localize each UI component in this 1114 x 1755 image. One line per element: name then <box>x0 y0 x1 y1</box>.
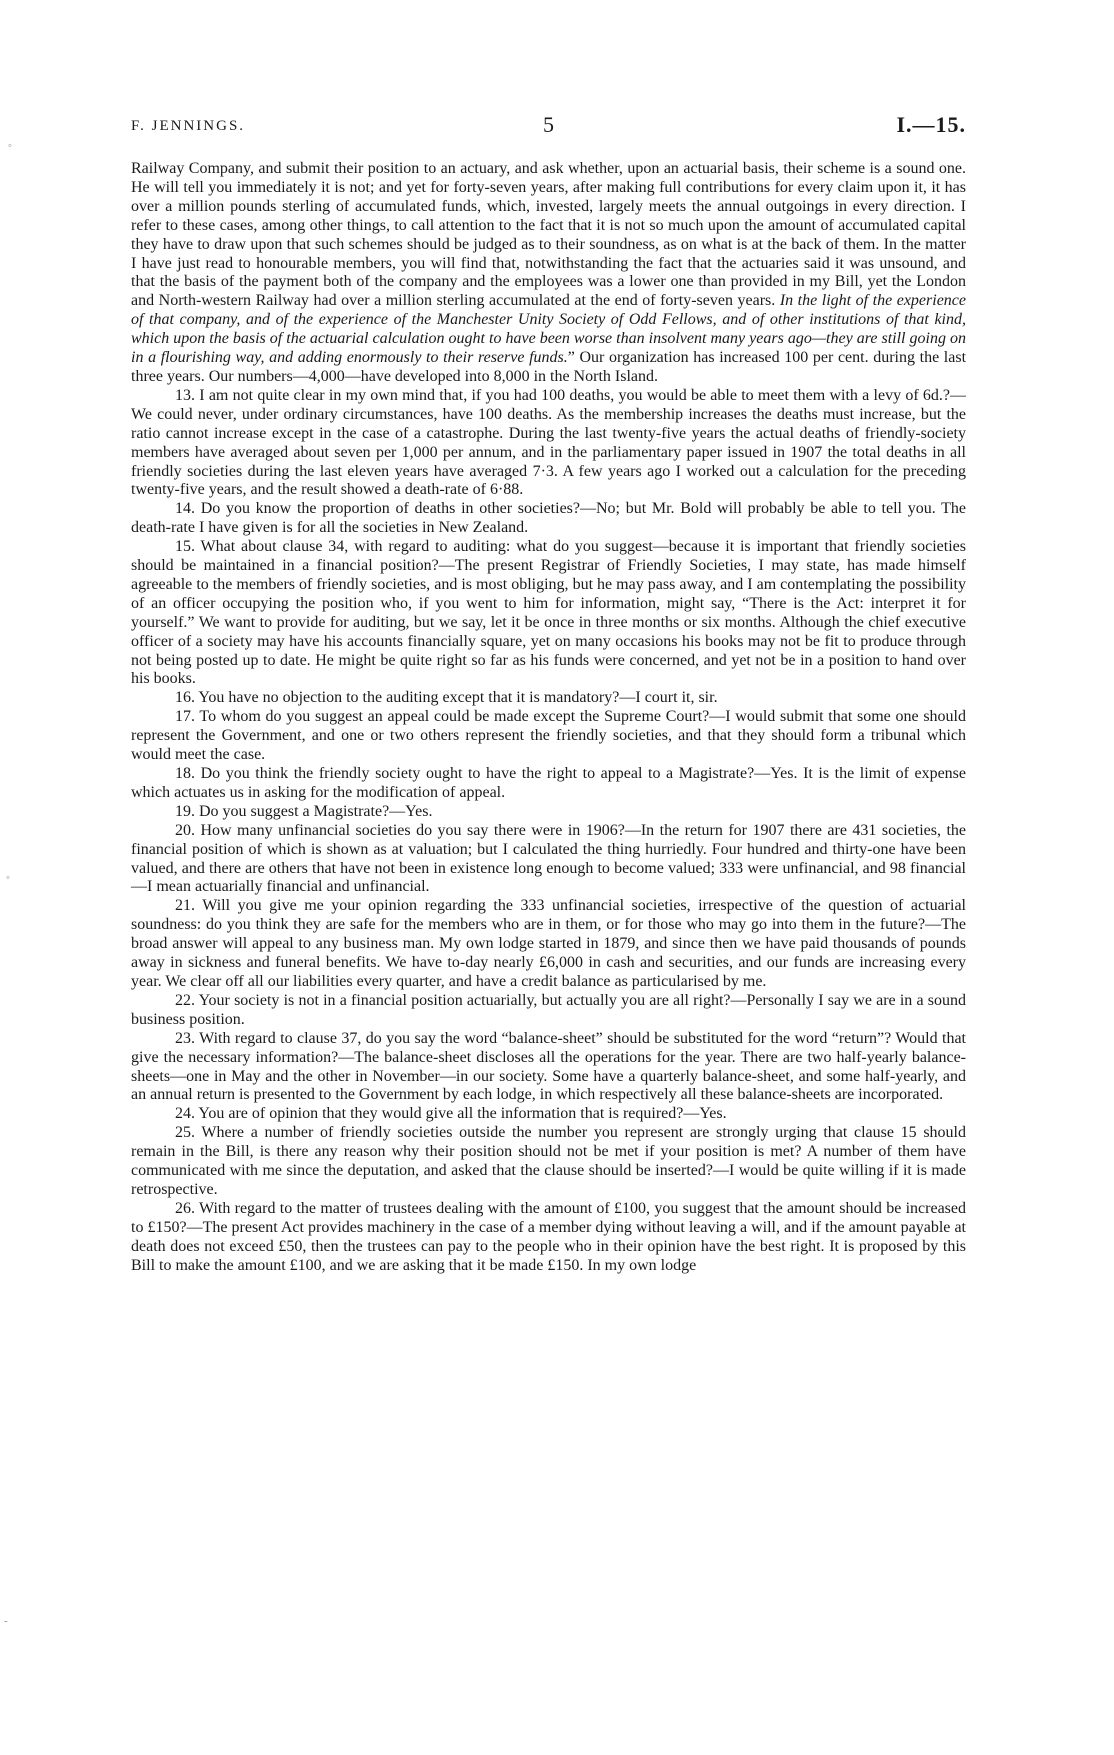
question-26: 26. With regard to the matter of trustees dealing with the amount of £100, you suggest that the amount should be increased to £150?—The present Act provides machinery in the case of a member dying without leaving a will, and if the amount payable at death does not exceed £50, then the trustees can pay to the people who in their opinion have the best right. It is proposed by this Bill to make the amount £100, and we are asking that it be made £150. In my own lodge <box>131 1199 966 1274</box>
paper-reference: I.—15. <box>896 112 966 137</box>
question-20: 20. How many unfinancial societies do you say there were in 1906?—In the return for 1907 there are 431 societies, the financial position of which is shown as at valuation; but I calculated the thing hurriedly. Four hundred and thirty-one have been valued, and there are others that have not been in existence long enough to become valued; 333 were unfinancial, and 98 financial —I mean actuarially financial and unfinancial. <box>131 821 966 896</box>
question-24: 24. You are of opinion that they would give all the information that is required?—Yes. <box>175 1105 727 1123</box>
question-22: 22. Your society is not in a financial position actuarially, but actually you are all right?—Personally I say we are in a sound business position. <box>131 991 966 1028</box>
page-number: 5 <box>543 112 554 137</box>
scan-mark-icon: ◦ <box>8 140 12 152</box>
paragraph-continuation: Railway Company, and submit their position to an actuary, and ask whether, upon an actuarial basis, their scheme is a sound one. He will tell you immediately it is not; and yet for forty-seven years, after making full contributions for every claim upon it, it has over a million pounds sterling of accumulated funds, which, invested, largely meets the annual outgoings in every direction. I refer to these cases, among other things, to call attention to the fact that it is not so much upon the amount of accumulated capital they have to draw upon that such schemes should be judged as to their soundness, as on what is at the back of them. In the matter I have just read to honourable members, you will find that, notwithstanding the fact that the actuaries said it was unsound, and that the basis of the payment both of the company and the employees was a lower one than provided in my Bill, yet the London and North-western Railway had over a million sterling accumulated at the end of forty-seven years. In the light of the experience of that company, and of the experience of the Manchester Unity Society of Odd Fellows, and of other institutions of that kind, which upon the basis of the actuarial calculation ought to have been worse than insolvent many years ago—they are still going on in a flourishing way, and adding enormously to their reserve funds.” Our organization has increased 100 per cent. during the last three years. Our numbers—4,000—have developed into 8,000 in the North Island. <box>131 160 967 385</box>
italic-quote: In the light of the experience of that company, and of the experience of the Manchester Unity Society of Odd Fellows, and of other institutions of that kind, which upon the basis of the actuarial calculation ought to have been worse than insolvent many years ago—they are still going on in a flourishing way, and adding enormously to their reserve funds. <box>131 292 967 367</box>
body-text <box>131 160 966 1275</box>
question-16: 16. You have no objection to the auditing except that it is mandatory?—I court it, sir. <box>175 689 718 707</box>
question-21: 21. Will you give me your opinion regarding the 333 unfinancial societies, irrespective of the question of actuarial soundness: do you think they are safe for the members who are in them, or for those who may go into them in the future?—The broad answer will appeal to any business man. My own lodge started in 1879, and since then we have paid thousands of pounds away in sickness and funeral benefits. We have to-day nearly £6,000 in cash and securities, and our funds are increasing every year. We clear off all our liabilities every quarter, and have a credit balance as particularised by me. <box>131 897 966 990</box>
question-18: 18. Do you think the friendly society ought to have the right to appeal to a Magistrate?—Yes. It is the limit of expense which actuates us in asking for the modification of appeal. <box>131 765 966 801</box>
scan-mark-icon: ◦ <box>6 872 10 884</box>
question-15: 15. What about clause 34, with regard to auditing: what do you suggest—because it is important that friendly societies should be maintained in a financial position?—The present Registrar of Friendly Societies, I may state, has made himself agreeable to the members of friendly societies, and is most obliging, but he may pass away, and I am contemplating the possibility of an officer occupying the position who, if you went to him for information, might say, “There is the Act: interpret it for yourself.” We want to provide for auditing, but we say, let it be once in three months or six months. Although the chief executive officer of a society may have his accounts financially square, yet on many occasions his books may not be fit to produce through not being posted up to date. He might be quite right so far as his funds were concerned, and yet not be in a position to hand over his books. <box>131 538 966 688</box>
question-19: 19. Do you suggest a Magistrate?—Yes. <box>175 802 433 820</box>
running-head <box>131 112 966 142</box>
scan-mark-icon: - <box>4 1615 8 1627</box>
question-14: 14. Do you know the proportion of deaths in other societies?—No; but Mr. Bold will probably be able to tell you. The death-rate I have given is for all the societies in New Zealand. <box>131 500 966 537</box>
question-23: 23. With regard to clause 37, do you say the word “balance-sheet” should be substituted for the word “return”? Would that give the necessary information?—The balance-sheet discloses all the operations for the year. There are two half-yearly balance-sheets—one in May and the other in November—in our society. Some have a quarterly balance-sheet, and some half-yearly, and an annual return is presented to the Government by each lodge, in which respectively all these balance-sheets are incorporated. <box>131 1029 966 1104</box>
question-25: 25. Where a number of friendly societies outside the number you represent are strongly urging that clause 15 should remain in the Bill, is there any reason why their position should not be met if your position is met? A number of them have communicated with me since the deputation, and asked that the clause should be inserted?—I would be quite willing if it is made retrospective. <box>131 1124 966 1198</box>
header-author: F. JENNINGS. <box>131 118 246 134</box>
question-17: 17. To whom do you suggest an appeal could be made except the Supreme Court?—I would submit that some one should represent the Government, and one or two others represent the friendly societies, and that they should form a tribunal which would meet the case. <box>131 708 966 764</box>
question-13: 13. I am not quite clear in my own mind that, if you had 100 deaths, you would be able to meet them with a levy of 6d.?—We could never, under ordinary circumstances, have 100 deaths. As the membership increases the deaths must increase, but the ratio cannot increase except in the case of a catastrophe. During the last twenty-five years the actual deaths of friendly-society members have averaged about seven per 1,000 per annum, and in the parliamentary paper issued in 1907 the total deaths in all friendly societies during the last eleven years have averaged 7·3. A few years ago I worked out a calculation for the preceding twenty-five years, and the result showed a death-rate of 6·88. <box>131 386 966 499</box>
